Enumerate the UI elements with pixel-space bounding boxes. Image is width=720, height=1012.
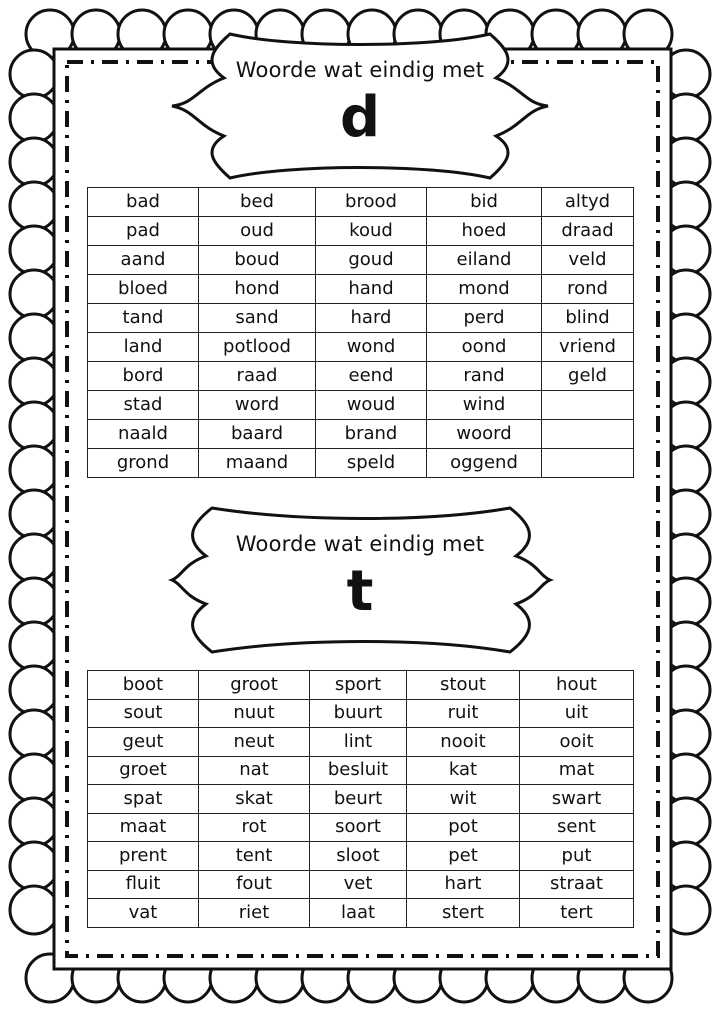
word-cell: naald: [88, 420, 199, 449]
word-cell: sloot: [310, 842, 407, 871]
word-cell: swart: [520, 785, 634, 814]
word-cell: grond: [88, 449, 199, 478]
table-row: [88, 842, 634, 871]
word-cell: sent: [520, 813, 634, 842]
word-cell: bed: [199, 188, 316, 217]
word-cell: wind: [427, 391, 542, 420]
word-cell: speld: [316, 449, 427, 478]
word-cell: ruit: [407, 699, 520, 728]
word-cell: goud: [316, 246, 427, 275]
word-cell: hond: [199, 275, 316, 304]
word-cell: lint: [310, 728, 407, 757]
word-cell: land: [88, 333, 199, 362]
word-cell: blind: [542, 304, 634, 333]
word-cell: prent: [88, 842, 199, 871]
word-cell: groet: [88, 756, 199, 785]
word-cell: hout: [520, 671, 634, 700]
word-cell: groot: [199, 671, 310, 700]
word-cell: sand: [199, 304, 316, 333]
word-cell: skat: [199, 785, 310, 814]
word-cell: hard: [316, 304, 427, 333]
word-cell: vat: [88, 899, 199, 928]
word-cell: buurt: [310, 699, 407, 728]
word-cell: maat: [88, 813, 199, 842]
word-cell: koud: [316, 217, 427, 246]
word-cell: oud: [199, 217, 316, 246]
word-cell: hand: [316, 275, 427, 304]
word-cell: perd: [427, 304, 542, 333]
word-cell: mond: [427, 275, 542, 304]
section-letter: t: [346, 559, 374, 624]
word-cell: tent: [199, 842, 310, 871]
word-cell: draad: [542, 217, 634, 246]
word-cell: raad: [199, 362, 316, 391]
section-t-banner: [230, 532, 490, 624]
word-cell: boot: [88, 671, 199, 700]
word-cell: stert: [407, 899, 520, 928]
word-cell: tert: [520, 899, 634, 928]
word-cell: geut: [88, 728, 199, 757]
word-cell: tand: [88, 304, 199, 333]
word-cell: stad: [88, 391, 199, 420]
word-cell: bad: [88, 188, 199, 217]
word-cell: rond: [542, 275, 634, 304]
word-cell: hoed: [427, 217, 542, 246]
word-cell: baard: [199, 420, 316, 449]
word-cell: vet: [310, 870, 407, 899]
word-cell: besluit: [310, 756, 407, 785]
section-heading: Woorde wat eindig met: [235, 58, 485, 82]
word-cell: rand: [427, 362, 542, 391]
table-row: [88, 699, 634, 728]
word-table-t: [87, 670, 634, 928]
word-cell: rot: [199, 813, 310, 842]
word-cell: fluit: [88, 870, 199, 899]
word-cell: pad: [88, 217, 199, 246]
word-cell: fout: [199, 870, 310, 899]
word-cell: spat: [88, 785, 199, 814]
word-cell: word: [199, 391, 316, 420]
word-cell: bid: [427, 188, 542, 217]
word-cell: sport: [310, 671, 407, 700]
word-cell: oond: [427, 333, 542, 362]
word-cell: uit: [520, 699, 634, 728]
word-cell: boud: [199, 246, 316, 275]
word-cell: beurt: [310, 785, 407, 814]
word-cell: nat: [199, 756, 310, 785]
table-row: [88, 671, 634, 700]
word-cell: put: [520, 842, 634, 871]
word-cell: pot: [407, 813, 520, 842]
word-cell: wit: [407, 785, 520, 814]
word-cell: brood: [316, 188, 427, 217]
word-cell: sout: [88, 699, 199, 728]
table-row: [88, 728, 634, 757]
word-cell: mat: [520, 756, 634, 785]
word-cell: eiland: [427, 246, 542, 275]
word-cell: brand: [316, 420, 427, 449]
word-cell: veld: [542, 246, 634, 275]
word-cell: bloed: [88, 275, 199, 304]
table-row: [88, 870, 634, 899]
table-row: [88, 813, 634, 842]
word-cell: wond: [316, 333, 427, 362]
word-cell: aand: [88, 246, 199, 275]
section-heading: Woorde wat eindig met: [235, 532, 485, 556]
table-row: [88, 899, 634, 928]
word-cell: neut: [199, 728, 310, 757]
word-cell: woord: [427, 420, 542, 449]
word-cell: eend: [316, 362, 427, 391]
word-cell: nuut: [199, 699, 310, 728]
word-cell: altyd: [542, 188, 634, 217]
word-cell: stout: [407, 671, 520, 700]
word-cell: maand: [199, 449, 316, 478]
word-cell: oggend: [427, 449, 542, 478]
word-cell: ooit: [520, 728, 634, 757]
word-cell: kat: [407, 756, 520, 785]
word-cell: geld: [542, 362, 634, 391]
section-letter: d: [339, 85, 381, 150]
word-cell: nooit: [407, 728, 520, 757]
word-cell: bord: [88, 362, 199, 391]
word-cell: potlood: [199, 333, 316, 362]
word-cell: laat: [310, 899, 407, 928]
word-cell: hart: [407, 870, 520, 899]
word-cell: vriend: [542, 333, 634, 362]
table-row: [88, 756, 634, 785]
word-cell: pet: [407, 842, 520, 871]
word-cell: straat: [520, 870, 634, 899]
word-cell: soort: [310, 813, 407, 842]
word-cell: riet: [199, 899, 310, 928]
table-row: [88, 785, 634, 814]
word-cell: woud: [316, 391, 427, 420]
